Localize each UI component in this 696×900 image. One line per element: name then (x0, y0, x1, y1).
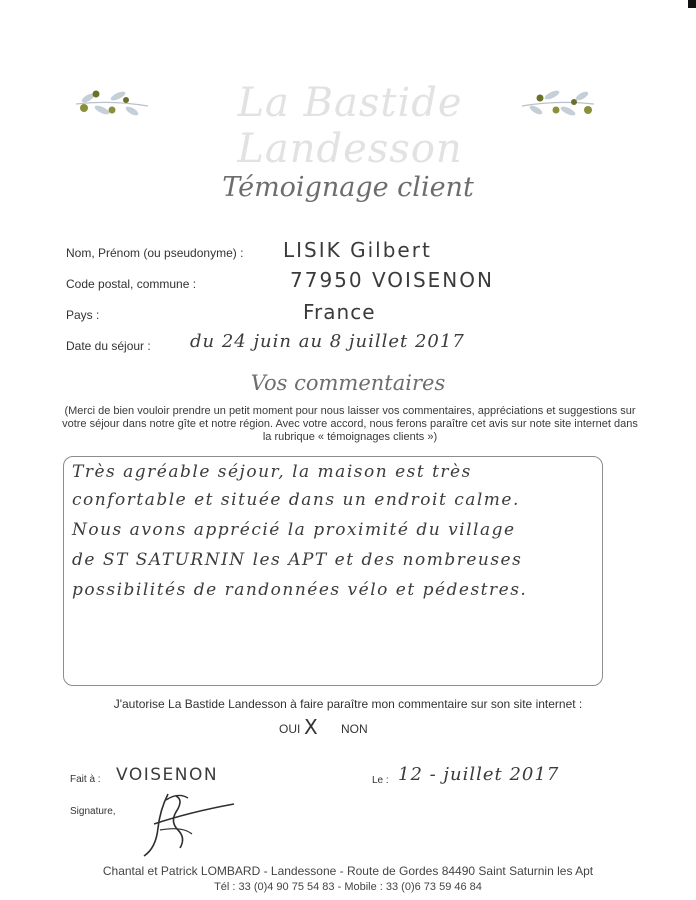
olive-branch-right-icon (518, 80, 598, 124)
comment-line-2: confortable et située dans un endroit calme. (72, 490, 520, 510)
comment-line-1: Très agréable séjour, la maison est très (72, 462, 472, 482)
postal-label: Code postal, commune : (66, 277, 197, 291)
comment-line-5: possibilités de randonnées vélo et pédestres. (72, 580, 528, 600)
olive-branch-left-icon (72, 80, 152, 124)
authorization-text: J'autorise La Bastide Landesson à faire paraître mon commentaire sur son site internet : (113, 697, 583, 711)
country-label: Pays : (66, 308, 100, 322)
name-label: Nom, Prénom (ou pseudonyme) : (66, 246, 244, 260)
non-option-label: NON (341, 722, 368, 736)
stay-date-value: du 24 juin au 8 juillet 2017 (190, 331, 465, 352)
brand-name: La Bastide Landesson (237, 80, 463, 172)
date-label: Le : (372, 775, 389, 786)
form-title: Témoignage client (222, 172, 474, 203)
stay-date-label: Date du séjour : (66, 339, 151, 353)
handwritten-signature (130, 790, 240, 860)
corner-mark (688, 0, 696, 8)
footer-address: Chantal et Patrick LOMBARD - Landessone - Route de Gordes 84490 Saint Saturnin les Apt (102, 864, 594, 878)
postal-value: 77950 VOISENON (290, 268, 494, 292)
oui-check-mark: X (304, 715, 318, 739)
date-value: 12 - juillet 2017 (398, 764, 560, 785)
footer-phone: Tél : 33 (0)4 90 75 54 83 - Mobile : 33 (0)6 73 59 46 84 (214, 881, 482, 893)
signature-label: Signature, (70, 806, 116, 817)
comment-line-3: Nous avons apprécié la proximité du village (72, 520, 516, 540)
name-value: LISIK Gilbert (283, 238, 432, 262)
comments-note: (Merci de bien vouloir prendre un petit moment pour nous laisser vos commentaires, appréciations et suggestions sur votre séjour dans notre gîte et notre région. Avec votre accord, nous ferons paraître cet avis sur note site internet dans la rubrique « témoignages clients ») (62, 405, 638, 443)
comment-line-4: de ST SATURNIN les APT et des nombreuses (72, 550, 523, 570)
country-value: France (303, 300, 376, 324)
fait-value: VOISENON (116, 765, 219, 785)
oui-option-label: OUI (279, 722, 301, 736)
fait-label: Fait à : (70, 774, 101, 785)
comments-title: Vos commentaires (250, 371, 446, 395)
